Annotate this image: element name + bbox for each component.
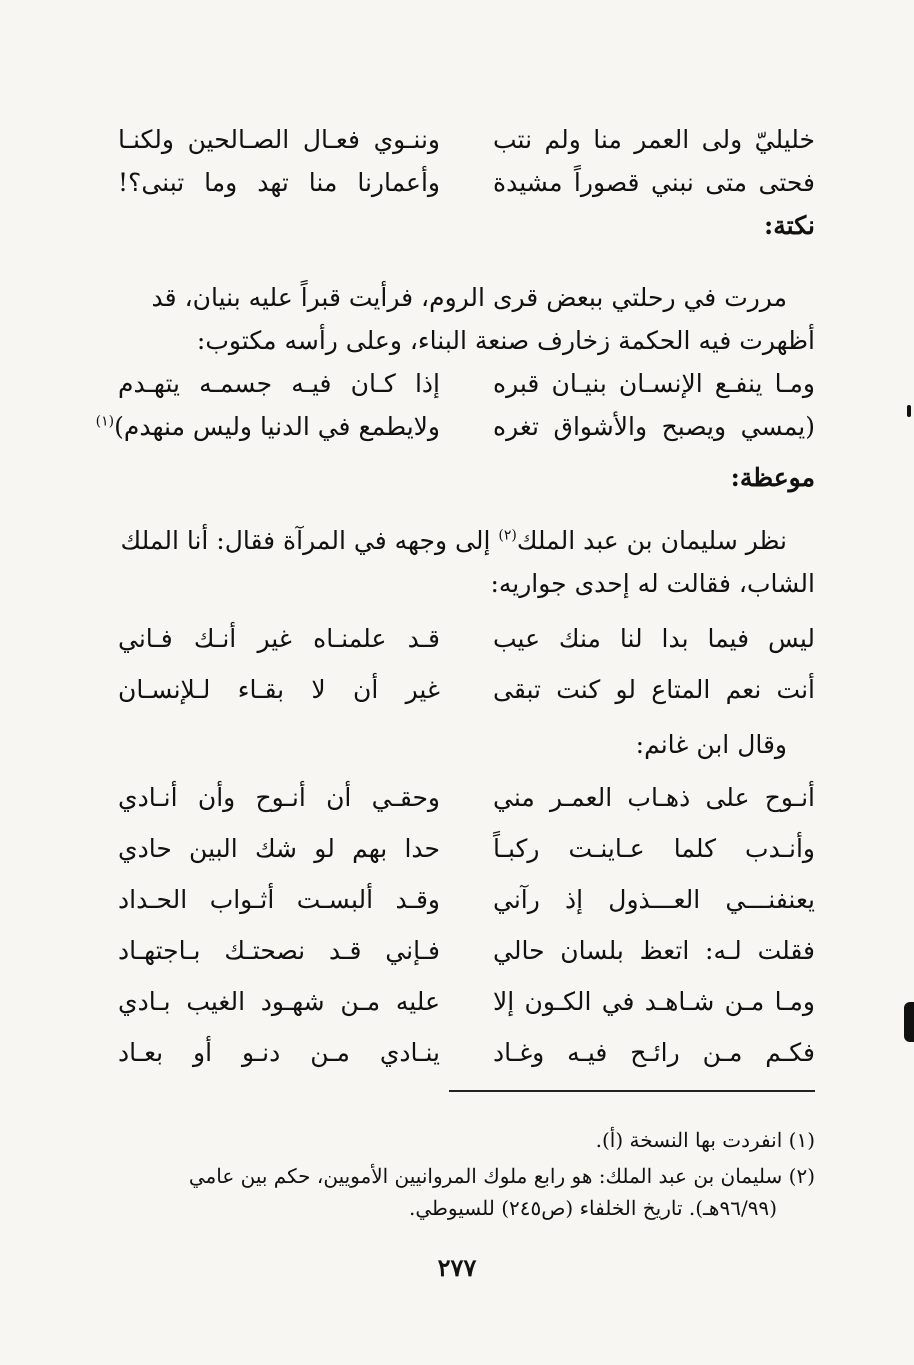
verse-second-hemistich: إذا كـان فيـه جسمـه يتهـدم (118, 369, 440, 398)
verse (118, 772, 815, 823)
section-heading-nukta: نكتة: (764, 211, 815, 240)
poem-4 (118, 772, 815, 1078)
footnote-ref: (١) (95, 413, 115, 430)
paragraph-line: مررت في رحلتي ببعض قرى الروم، فرأيت قبراً عليه بنيان، قد (151, 283, 787, 312)
verse-second-hemistich: قـد علمنـاه غير أنـك فـاني (118, 624, 440, 653)
verse (118, 118, 815, 161)
paragraph-text: نظر سليمان بن عبد الملك (516, 526, 787, 555)
verse-second-hemistich: غير أن لا بقـاء لـلإنسـان (118, 675, 440, 704)
scan-edge-mark (904, 1002, 914, 1042)
poem-3 (118, 617, 815, 711)
verse-first-hemistich: فقلت لـه: اتعظ بلسان حالي (493, 936, 815, 965)
verse-first-hemistich: ومـا مـن شـاهـد في الكـون إلا (493, 987, 815, 1016)
verse-second-hemistich: وحقـي أن أنـوح وأن أنـادي (118, 783, 440, 812)
verse-second-hemistich (95, 405, 440, 448)
verse-first-hemistich: يعنفنـــي العـــذول إذ رآني (493, 885, 815, 914)
verse (95, 405, 815, 448)
verse-second-hemistich: ينـادي مـن دنـو أو بعـاد (118, 1038, 440, 1067)
verse-second-hemistich: وننـوي فعـال الصـالحين ولكنـا (118, 125, 440, 154)
scan-edge-mark (907, 405, 911, 417)
footnote-number: (١) (788, 1128, 815, 1152)
paragraph-line: الشاب، فقالت له إحدى جواريه: (490, 569, 815, 598)
footnote-text: سليمان بن عبد الملك: هو رابع ملوك المروانيين الأمويين، حكم بين عامي (188, 1164, 783, 1188)
footnote (118, 1160, 815, 1224)
verse-second-hemistich: عليه مـن شهـود الغيب بـادي (118, 987, 440, 1016)
paragraph-line: أظهرت فيه الحكمة زخارف صنعة البناء، وعلى رأسه مكتوب: (196, 326, 815, 355)
footnotes (118, 1124, 815, 1224)
paragraph-2 (118, 519, 815, 605)
verse (118, 362, 815, 405)
section-heading-mawiza: موعظة: (730, 463, 815, 492)
page-body (95, 118, 815, 1078)
verse-first-hemistich: أنت نعم المتاع لو كنت تبقى (493, 675, 815, 704)
poem-1 (118, 118, 815, 204)
paragraph-1 (118, 276, 815, 362)
verse (118, 874, 815, 925)
page-number: ٢٧٧ (437, 1253, 477, 1282)
verse-first-hemistich: ومـا ينفـع الإنسـان بنيـان قبره (493, 369, 815, 398)
footnote-text: انفردت بها النسخة (أ). (595, 1128, 783, 1152)
verse (118, 161, 815, 204)
verse-first-hemistich: ليس فيما بدا لنا منك عيب (493, 624, 815, 653)
verse-first-hemistich: (يمسي ويصبح والأشواق تغره (493, 412, 815, 441)
footnote-text-continued: (٩٦/٩٩هـ). تاريخ الخلفاء (ص٢٤٥) للسيوطي. (408, 1196, 777, 1220)
verse-second-hemistich: حدا بهم لو شك البين حادي (118, 834, 440, 863)
verse (118, 976, 815, 1027)
verse-text: ولايطمع في الدنيا وليس منهدم) (114, 412, 440, 441)
verse (118, 925, 815, 976)
verse-first-hemistich: وأنـدب كلما عـاينـت ركبـاً (493, 834, 815, 863)
verse-first-hemistich: فحتى متى نبني قصوراً مشيدة (493, 168, 815, 197)
verse-second-hemistich: وقـد ألبسـت أثـواب الحـداد (118, 885, 440, 914)
verse-first-hemistich: خليليّ ولى العمر منا ولم نتب (493, 125, 815, 154)
verse (118, 668, 815, 711)
verse-second-hemistich: وأعمارنا منا تهد وما تبنى؟! (118, 168, 440, 197)
paragraph-text: إلى وجهه في المرآة فقال: أنا الملك (120, 526, 499, 555)
footnote-ref: (٢) (498, 527, 517, 544)
verse-second-hemistich: فـإني قـد نصحتـك بـاجتهـاد (118, 936, 440, 965)
paragraph-line (118, 519, 815, 562)
poem-2 (95, 362, 815, 448)
verse (118, 823, 815, 874)
footnote-number: (٢) (788, 1164, 815, 1188)
verse-first-hemistich: فكـم مـن رائـح فيـه وغـاد (493, 1038, 815, 1067)
footnote-separator (449, 1090, 815, 1092)
poet-intro: وقال ابن غانم: (635, 730, 787, 759)
footnote (118, 1124, 815, 1156)
verse-first-hemistich: أنـوح على ذهـاب العمـر مني (493, 783, 815, 812)
verse (118, 617, 815, 660)
verse (118, 1027, 815, 1078)
